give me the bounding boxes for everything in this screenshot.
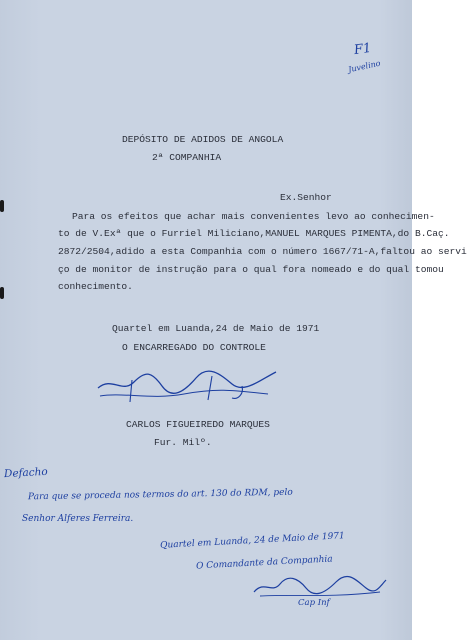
place-date: Quartel em Luanda,24 de Maio de 1971 bbox=[112, 323, 320, 334]
dispatch-role: O Comandante da Companhia bbox=[195, 554, 333, 572]
corner-mark: F1 bbox=[353, 40, 373, 59]
signer-rank: Fur. Milº. bbox=[154, 437, 212, 448]
company-heading: 2ª COMPANHIA bbox=[152, 152, 222, 163]
punch-hole-mark bbox=[0, 287, 4, 299]
unit-heading: DEPÓSITO DE ADIDOS DE ANGOLA bbox=[122, 134, 284, 145]
signature-image bbox=[92, 366, 282, 406]
body-line: 2872/2504,adido a esta Companhia com o número 1667/71-A,faltou ao servi bbox=[58, 246, 467, 257]
body-line: to de V.Exª que o Furriel Miliciano,MANUEL MARQUES PIMENTA,do B.Caç. bbox=[58, 228, 450, 239]
dispatch-line: Para que se proceda nos termos do art. 130 do RDM, pelo bbox=[27, 487, 293, 503]
dispatch-date: Quartel em Luanda, 24 de Maio de 1971 bbox=[159, 531, 346, 551]
corner-initials: Juvelino bbox=[347, 58, 382, 75]
signer-name: CARLOS FIGUEIREDO MARQUES bbox=[126, 419, 270, 430]
body-line: ço de monitor de instrução para o qual fora nomeado e do qual tomou bbox=[58, 264, 444, 275]
body-line: conhecimento. bbox=[58, 281, 133, 292]
dispatch-rank: Cap Inf bbox=[298, 598, 330, 608]
dispatch-title: Defacho bbox=[3, 465, 49, 481]
dispatch-signature-image bbox=[250, 574, 390, 600]
body-line: Para os efeitos que achar mais convenientes levo ao conhecimen- bbox=[72, 211, 435, 222]
dispatch-line: Senhor Alferes Ferreira. bbox=[22, 514, 134, 524]
signer-role: O ENCARREGADO DO CONTROLE bbox=[122, 342, 266, 353]
punch-hole-mark bbox=[0, 200, 4, 212]
salutation: Ex.Senhor bbox=[280, 192, 332, 203]
